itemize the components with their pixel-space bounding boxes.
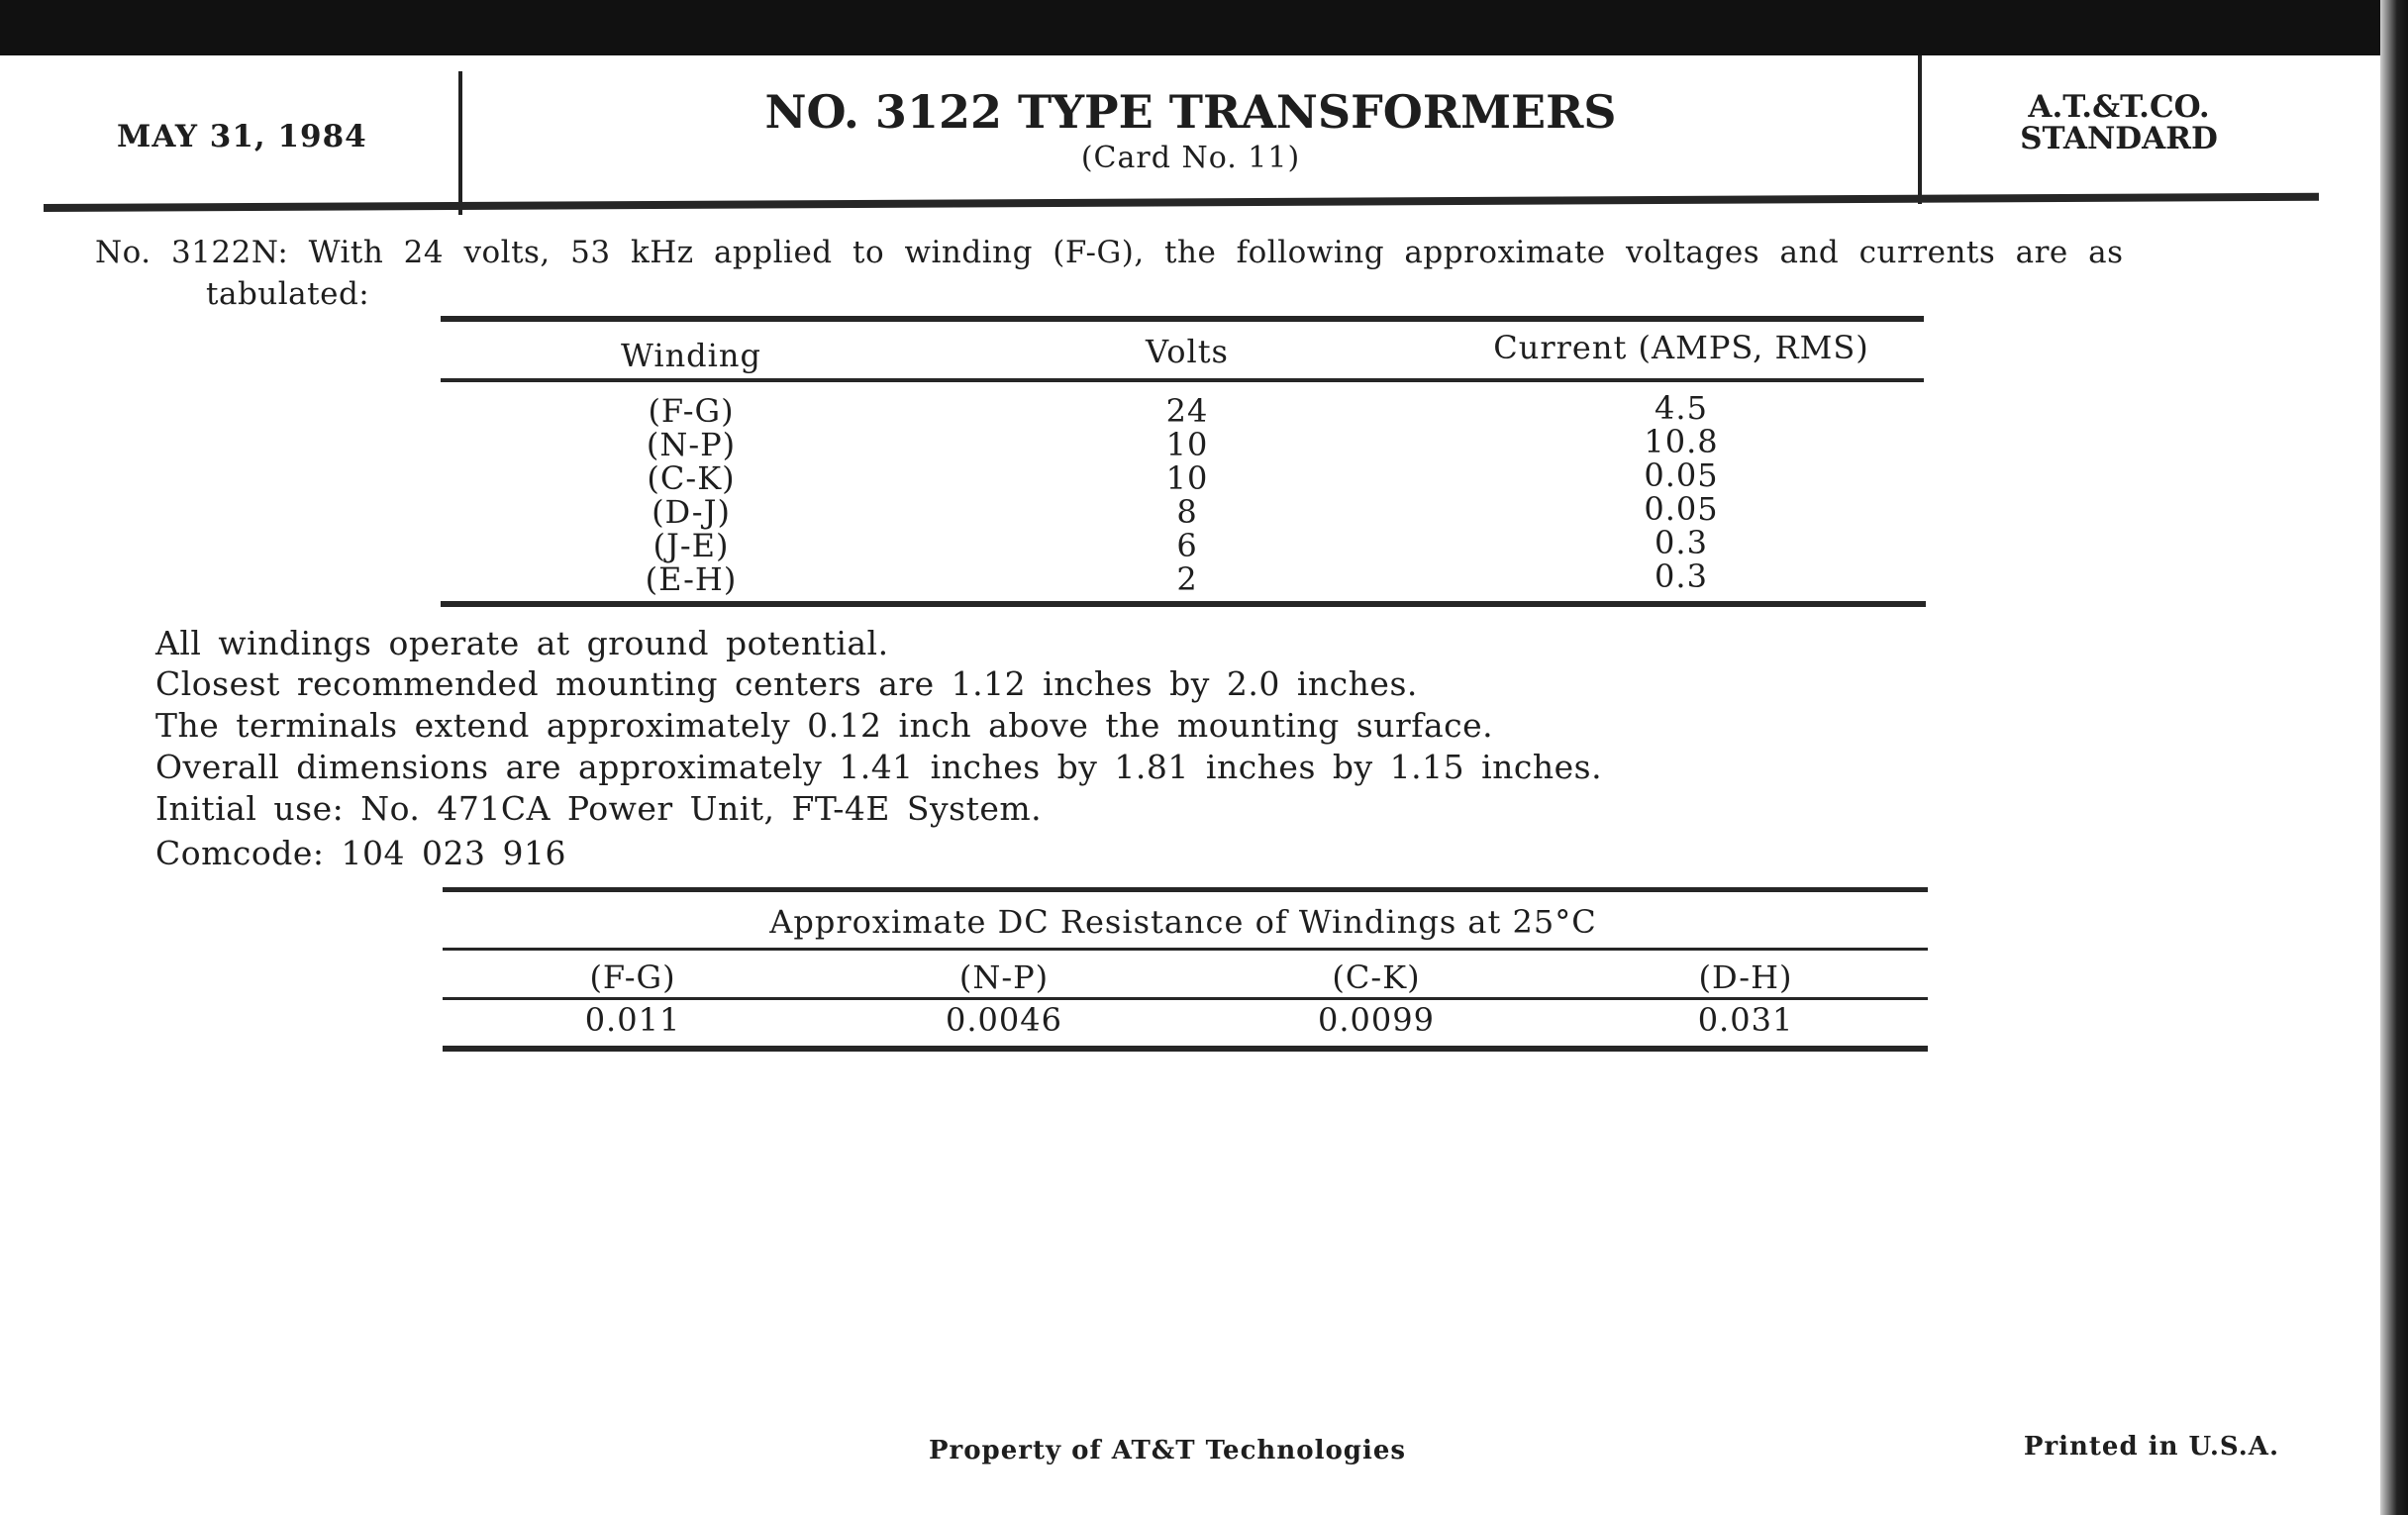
winding-cell: (F-G)	[648, 392, 735, 430]
resistance-table-title: Approximate DC Resistance of Windings at 25°C	[769, 903, 1597, 941]
column-header-winding: Winding	[621, 337, 761, 374]
header-divider-right	[1918, 55, 1922, 204]
current-cell: 10.8	[1644, 423, 1719, 460]
footer-printed: Printed in U.S.A.	[2023, 1432, 2279, 1462]
page-title: NO. 3122 TYPE TRANSFORMERS	[764, 85, 1617, 139]
resistance-header: (D-H)	[1698, 959, 1793, 996]
note-dimensions: Overall dimensions are approximately 1.41 inches by 1.81 inches by 1.15 inches.	[155, 748, 1603, 786]
current-cell: 0.05	[1644, 456, 1719, 494]
resistance-table-bottom-rule	[443, 1046, 1928, 1052]
current-cell: 4.5	[1655, 389, 1708, 427]
winding-cell: (E-H)	[645, 560, 738, 598]
standard-line-1: A.T.&T.CO.	[2028, 89, 2210, 125]
resistance-table-title-rule	[443, 948, 1928, 951]
winding-cell: (C-K)	[647, 459, 736, 497]
note-comcode: Comcode: 104 023 916	[155, 834, 566, 872]
intro-line-2: tabulated:	[206, 276, 370, 312]
resistance-header: (C-K)	[1332, 959, 1421, 996]
winding-cell: (N-P)	[646, 426, 737, 463]
scan-border-top	[0, 0, 2408, 55]
winding-cell: (D-J)	[652, 493, 731, 531]
resistance-value: 0.011	[584, 1001, 681, 1039]
winding-table-top-rule	[441, 316, 1924, 322]
volts-cell: 24	[1165, 392, 1209, 430]
winding-cell: (J-E)	[652, 527, 730, 564]
volts-cell: 2	[1176, 560, 1198, 598]
winding-table-bottom-rule	[441, 601, 1926, 607]
resistance-value: 0.031	[1697, 1001, 1794, 1039]
resistance-value: 0.0046	[946, 1001, 1062, 1039]
resistance-table-header-rule	[443, 997, 1928, 1000]
current-cell: 0.05	[1644, 490, 1719, 528]
volts-cell: 6	[1176, 527, 1198, 564]
volts-cell: 8	[1176, 493, 1198, 531]
winding-table-header-rule	[441, 378, 1924, 382]
current-cell: 0.3	[1655, 557, 1708, 595]
volts-cell: 10	[1165, 459, 1209, 497]
footer-property: Property of AT&T Technologies	[928, 1436, 1407, 1465]
note-initial-use: Initial use: No. 471CA Power Unit, FT-4E System.	[155, 789, 1043, 828]
header-rule	[44, 193, 2319, 212]
resistance-header: (F-G)	[589, 959, 676, 996]
intro-line-1: No. 3122N: With 24 volts, 53 kHz applied to winding (F-G), the following approximate voltages and currents are as	[95, 235, 2124, 270]
card-number: (Card No. 11)	[1080, 141, 1301, 175]
column-header-volts: Volts	[1146, 333, 1229, 370]
standard-line-2: STANDARD	[2020, 121, 2218, 156]
column-header-current: Current (AMPS, RMS)	[1493, 329, 1869, 366]
volts-cell: 10	[1165, 426, 1209, 463]
resistance-value: 0.0099	[1318, 1001, 1435, 1039]
intro-paragraph	[95, 232, 2273, 315]
note-terminals: The terminals extend approximately 0.12 inch above the mounting surface.	[155, 706, 1494, 745]
resistance-table-top-rule	[443, 887, 1928, 892]
header-divider-left	[458, 71, 462, 215]
current-cell: 0.3	[1655, 524, 1708, 561]
resistance-header: (N-P)	[958, 959, 1050, 996]
card-date: MAY 31, 1984	[117, 119, 367, 154]
note-ground-potential: All windings operate at ground potential.	[155, 624, 889, 662]
standard-label	[1926, 91, 2312, 154]
note-mounting-centers: Closest recommended mounting centers are 1.12 inches by 2.0 inches.	[155, 664, 1418, 703]
scan-border-right	[2380, 0, 2408, 1515]
